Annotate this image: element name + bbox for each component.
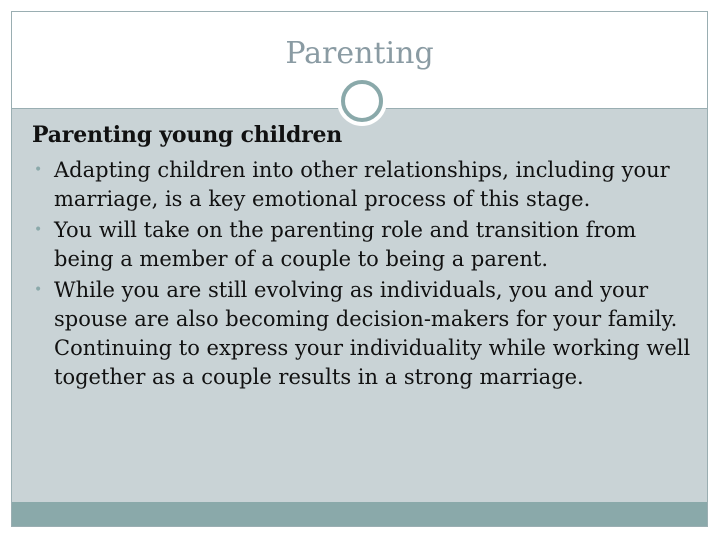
bullet-text: While you are still evolving as individuals, you and your spouse are also becoming decision-makers for your family. Continuing to express your individuality while working well together as a couple results in a strong marriage. (54, 278, 691, 389)
bullet-icon: • (34, 222, 43, 238)
bullet-item (32, 216, 692, 274)
bullet-item (32, 156, 692, 214)
bullet-text: Adapting children into other relationships, including your marriage, is a key emotional process of this stage. (54, 158, 670, 211)
slide-content (32, 122, 692, 394)
footer-bar (12, 502, 707, 526)
bullet-item (32, 276, 692, 392)
slide-subtitle: Parenting young children (32, 122, 343, 148)
bullet-icon: • (34, 282, 43, 298)
slide-title: Parenting (285, 36, 434, 71)
bullet-icon: • (34, 162, 43, 178)
bullet-text: You will take on the parenting role and transition from being a member of a couple to being a parent. (54, 218, 637, 271)
bullet-list (32, 156, 692, 392)
ring-ornament-icon (341, 80, 383, 122)
slide-frame (11, 11, 708, 527)
